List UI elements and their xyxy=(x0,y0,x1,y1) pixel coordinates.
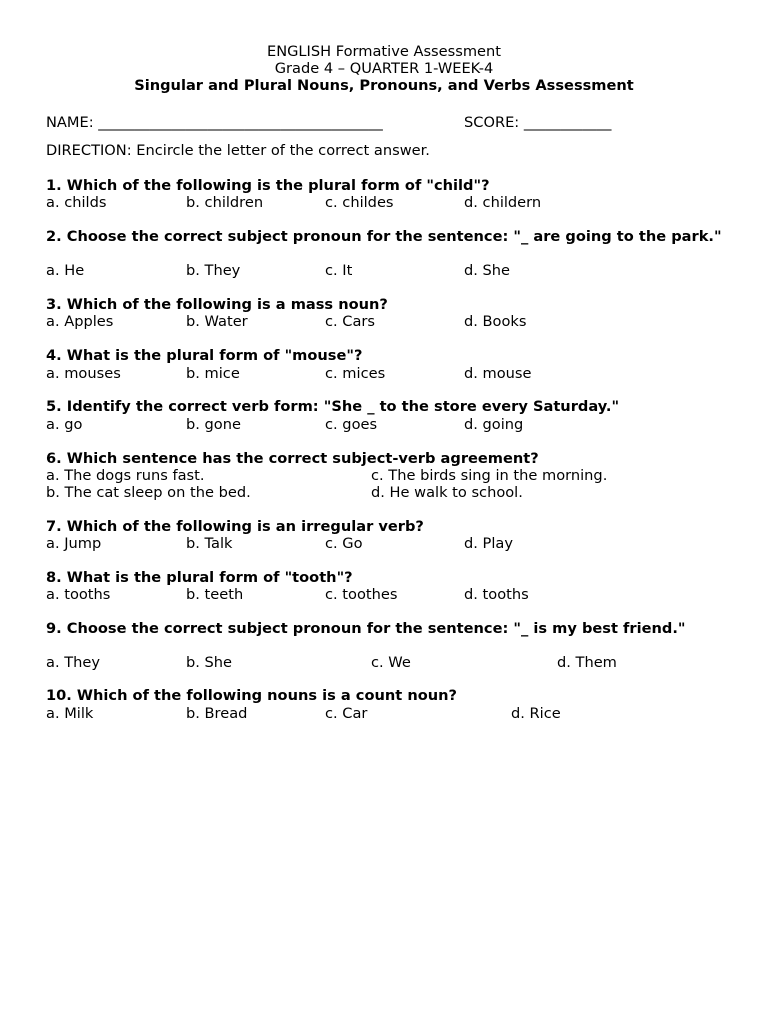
option-d[interactable]: d. Rice xyxy=(511,705,561,722)
option-a[interactable]: a. go xyxy=(46,416,83,433)
question-text: 9. Choose the correct subject pronoun for the sentence: "_ is my best friend." xyxy=(46,620,686,637)
option-b[interactable]: b. She xyxy=(186,654,233,671)
option-b[interactable]: b. children xyxy=(186,194,264,211)
option-d[interactable]: d. She xyxy=(464,262,511,279)
question-text: 7. Which of the following is an irregular verb? xyxy=(46,518,424,535)
option-d[interactable]: d. Books xyxy=(464,313,527,330)
option-a[interactable]: a. childs xyxy=(46,194,107,211)
option-a[interactable]: a. mouses xyxy=(46,365,121,382)
option-b[interactable]: b. Bread xyxy=(186,705,248,722)
option-b[interactable]: b. The cat sleep on the bed. xyxy=(46,484,251,501)
question-text: 1. Which of the following is the plural form of "child"? xyxy=(46,177,490,194)
option-a[interactable]: a. He xyxy=(46,262,85,279)
option-d[interactable]: d. childern xyxy=(464,194,542,211)
document-header xyxy=(0,43,768,94)
option-c[interactable]: c. Car xyxy=(325,705,368,722)
question-text: 5. Identify the correct verb form: "She _ to the store every Saturday." xyxy=(46,398,620,415)
document-title: ENGLISH Formative Assessment xyxy=(266,43,502,60)
question-text: 3. Which of the following is a mass noun? xyxy=(46,296,388,313)
question-text: 8. What is the plural form of "tooth"? xyxy=(46,569,353,586)
option-b[interactable]: b. teeth xyxy=(186,586,244,603)
option-b[interactable]: b. Talk xyxy=(186,535,233,552)
option-b[interactable]: b. They xyxy=(186,262,241,279)
option-c[interactable]: c. Cars xyxy=(325,313,376,330)
option-c[interactable]: c. toothes xyxy=(325,586,398,603)
question-text: 2. Choose the correct subject pronoun for the sentence: "_ are going to the park." xyxy=(46,228,722,245)
option-a[interactable]: a. They xyxy=(46,654,100,671)
option-c[interactable]: c. It xyxy=(325,262,353,279)
option-b[interactable]: b. gone xyxy=(186,416,241,433)
question-text: 6. Which sentence has the correct subject-verb agreement? xyxy=(46,450,539,467)
option-a[interactable]: a. Apples xyxy=(46,313,114,330)
option-c[interactable]: c. mices xyxy=(325,365,386,382)
option-a[interactable]: a. Milk xyxy=(46,705,94,722)
option-a[interactable]: a. The dogs runs fast. xyxy=(46,467,205,484)
question-text: 4. What is the plural form of "mouse"? xyxy=(46,347,363,364)
option-b[interactable]: b. mice xyxy=(186,365,240,382)
option-d[interactable]: d. going xyxy=(464,416,524,433)
option-c[interactable]: c. childes xyxy=(325,194,394,211)
assessment-subtitle: Singular and Plural Nouns, Pronouns, and Verbs Assessment xyxy=(134,77,634,94)
option-a[interactable]: a. tooths xyxy=(46,586,111,603)
option-b[interactable]: b. Water xyxy=(186,313,248,330)
option-c[interactable]: c. The birds sing in the morning. xyxy=(371,467,608,484)
option-d[interactable]: d. Them xyxy=(557,654,617,671)
option-d[interactable]: d. Play xyxy=(464,535,513,552)
option-d[interactable]: d. tooths xyxy=(464,586,529,603)
option-d[interactable]: d. He walk to school. xyxy=(371,484,523,501)
question-text: 10. Which of the following nouns is a count noun? xyxy=(46,687,457,704)
option-c[interactable]: c. We xyxy=(371,654,411,671)
score-field: SCORE: ____________ xyxy=(464,114,612,131)
option-a[interactable]: a. Jump xyxy=(46,535,102,552)
name-field: NAME: _______________________________________ xyxy=(46,114,383,131)
grade-quarter-line: Grade 4 – QUARTER 1-WEEK-4 xyxy=(274,60,494,77)
direction-text: DIRECTION: Encircle the letter of the correct answer. xyxy=(46,142,430,159)
option-d[interactable]: d. mouse xyxy=(464,365,532,382)
option-c[interactable]: c. goes xyxy=(325,416,378,433)
option-c[interactable]: c. Go xyxy=(325,535,363,552)
